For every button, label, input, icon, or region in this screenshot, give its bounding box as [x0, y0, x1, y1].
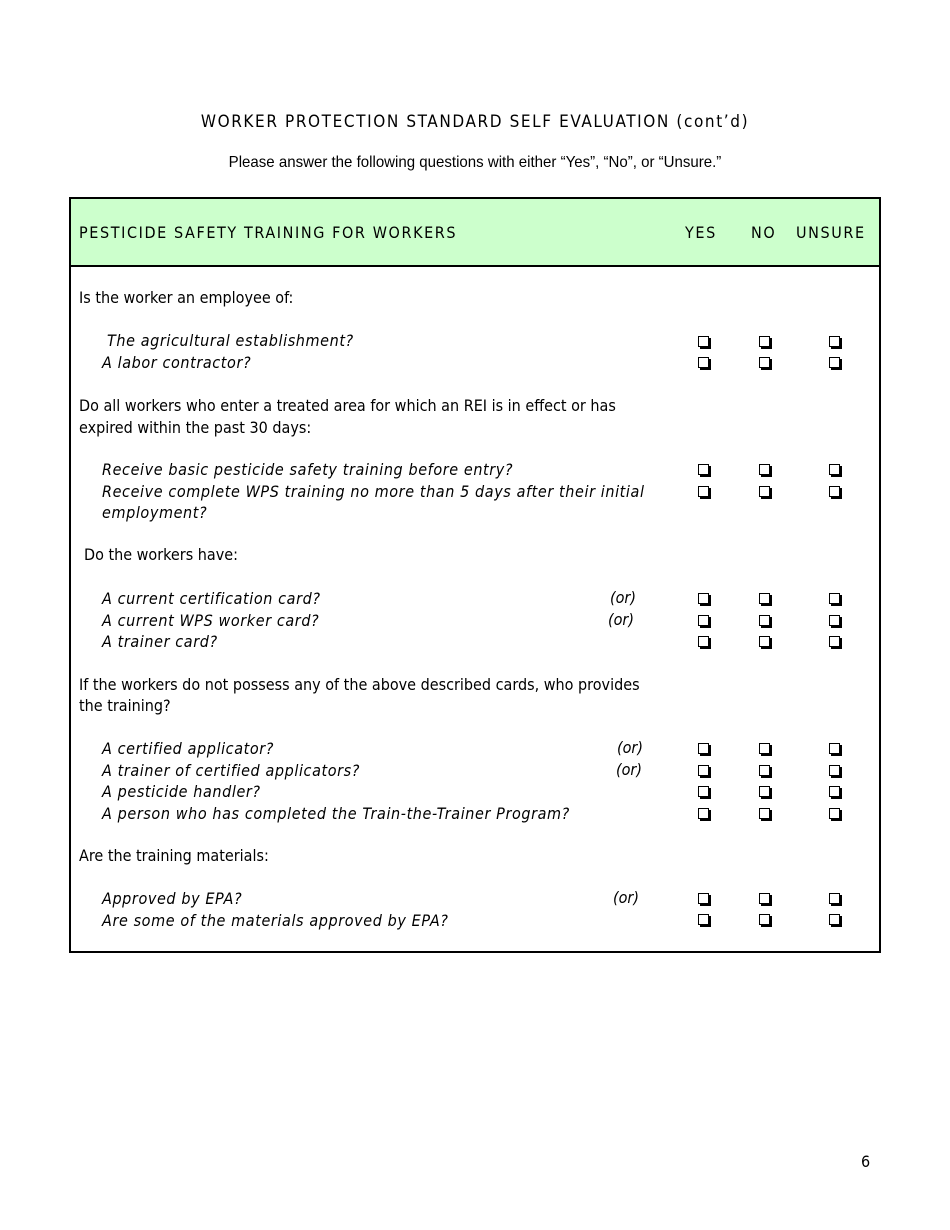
yes-checkbox[interactable] [698, 357, 709, 368]
yes-checkbox[interactable] [698, 636, 709, 647]
answer-item: Approved by EPA? [102, 889, 243, 908]
or-label: (or) [610, 588, 636, 607]
yes-checkbox[interactable] [698, 615, 709, 626]
instructions: Please answer the following questions with either “Yes”, “No”, or “Unsure.” [228, 154, 722, 171]
evaluation-table [69, 197, 881, 953]
answer-item: A certified applicator? [102, 739, 275, 758]
answer-item: A trainer of certified applicators? [102, 761, 360, 780]
yes-column-heading: YES [685, 223, 717, 242]
no-checkbox[interactable] [759, 636, 770, 647]
yes-checkbox[interactable] [698, 486, 709, 497]
question-text: Is the worker an employee of: [79, 288, 294, 307]
yes-checkbox[interactable] [698, 914, 709, 925]
unsure-checkbox[interactable] [829, 486, 840, 497]
question-text: Do the workers have: [84, 545, 238, 564]
page-number: 6 [861, 1152, 871, 1171]
yes-checkbox[interactable] [698, 808, 709, 819]
answer-item: The agricultural establishment? [107, 331, 354, 350]
unsure-checkbox[interactable] [829, 464, 840, 475]
no-checkbox[interactable] [759, 615, 770, 626]
no-checkbox[interactable] [759, 914, 770, 925]
no-column-heading: NO [751, 223, 777, 242]
yes-checkbox[interactable] [698, 765, 709, 776]
answer-item: A pesticide handler? [102, 782, 261, 801]
no-checkbox[interactable] [759, 464, 770, 475]
or-label: (or) [616, 760, 642, 779]
answer-item: employment? [102, 503, 208, 522]
unsure-checkbox[interactable] [829, 357, 840, 368]
no-checkbox[interactable] [759, 336, 770, 347]
unsure-checkbox[interactable] [829, 336, 840, 347]
unsure-checkbox[interactable] [829, 765, 840, 776]
question-text: expired within the past 30 days: [79, 418, 312, 437]
no-checkbox[interactable] [759, 593, 770, 604]
or-label: (or) [617, 738, 643, 757]
unsure-checkbox[interactable] [829, 893, 840, 904]
answer-item: A current WPS worker card? [102, 611, 320, 630]
unsure-checkbox[interactable] [829, 914, 840, 925]
section-heading: PESTICIDE SAFETY TRAINING FOR WORKERS [79, 223, 458, 242]
no-checkbox[interactable] [759, 486, 770, 497]
answer-item: A labor contractor? [102, 353, 252, 372]
unsure-checkbox[interactable] [829, 743, 840, 754]
unsure-checkbox[interactable] [829, 808, 840, 819]
answer-item: Are some of the materials approved by EPA? [102, 911, 449, 930]
unsure-checkbox[interactable] [829, 615, 840, 626]
unsure-checkbox[interactable] [829, 786, 840, 797]
yes-checkbox[interactable] [698, 593, 709, 604]
no-checkbox[interactable] [759, 765, 770, 776]
question-text: Are the training materials: [79, 846, 269, 865]
question-text: If the workers do not possess any of the above described cards, who provides [79, 675, 640, 694]
no-checkbox[interactable] [759, 357, 770, 368]
no-checkbox[interactable] [759, 808, 770, 819]
no-checkbox[interactable] [759, 893, 770, 904]
unsure-checkbox[interactable] [829, 636, 840, 647]
or-label: (or) [613, 888, 639, 907]
page-title: WORKER PROTECTION STANDARD SELF EVALUATION (cont’d) [200, 112, 750, 132]
answer-item: Receive complete WPS training no more than 5 days after their initial [102, 482, 645, 501]
answer-item: A trainer card? [102, 632, 218, 651]
answer-item: Receive basic pesticide safety training before entry? [102, 460, 514, 479]
yes-checkbox[interactable] [698, 336, 709, 347]
unsure-checkbox[interactable] [829, 593, 840, 604]
question-text: the training? [79, 696, 171, 715]
answer-item: A current certification card? [102, 589, 321, 608]
table-header [71, 199, 879, 267]
yes-checkbox[interactable] [698, 786, 709, 797]
yes-checkbox[interactable] [698, 464, 709, 475]
no-checkbox[interactable] [759, 743, 770, 754]
question-text: Do all workers who enter a treated area for which an REI is in effect or has [79, 396, 616, 415]
or-label: (or) [608, 610, 634, 629]
no-checkbox[interactable] [759, 786, 770, 797]
unsure-column-heading: UNSURE [796, 223, 866, 242]
yes-checkbox[interactable] [698, 893, 709, 904]
yes-checkbox[interactable] [698, 743, 709, 754]
answer-item: A person who has completed the Train-the-Trainer Program? [102, 804, 570, 823]
